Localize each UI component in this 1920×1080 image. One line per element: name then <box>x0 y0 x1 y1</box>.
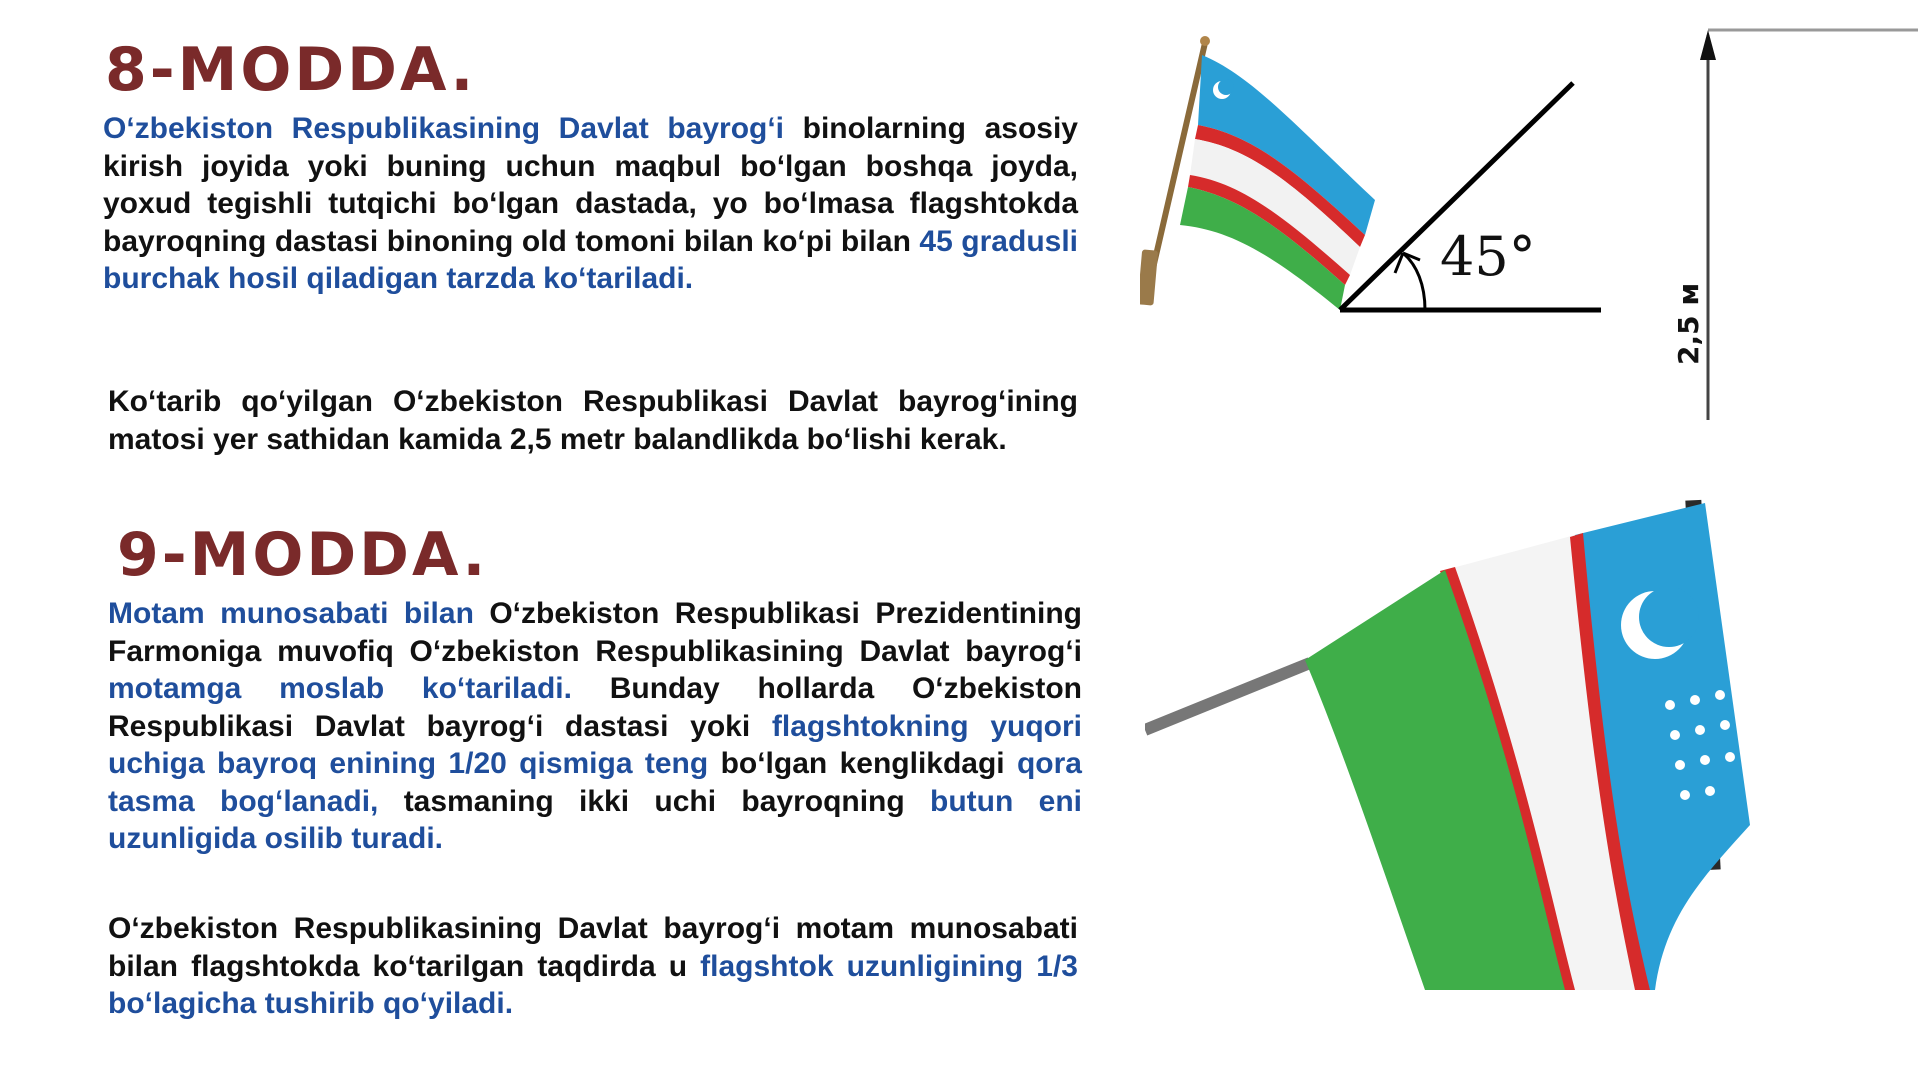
height-label: 2,5 м <box>1672 282 1705 365</box>
angle-label: 45° <box>1440 225 1536 288</box>
highlighted-text: O‘zbekiston Respublikasining Davlat bayrog‘i <box>103 112 785 145</box>
article-9-title: 9-MODDA. <box>117 520 489 590</box>
highlighted-text: qora tasma bog‘lanadi, <box>108 747 1082 818</box>
body-text: binolarning asosiy kirish joyida yoki buning uchun maqbul bo‘lgan boshqa joyda, yoxud tegishli tutqichi bo‘lgan dastada, yo bo‘lmasa flagshtokda bayroqning dastasi binoning old tomoni bilan ko‘pi bilan <box>103 112 1078 258</box>
highlighted-text: motamga moslab ko‘tariladi. <box>108 672 572 705</box>
body-text: O‘zbekiston Respublikasining Davlat bayrog‘i motam munosabati bilan flagshtokda ko‘tarilgan taqdirda u <box>108 912 1078 983</box>
waving-flag-image <box>1145 495 1780 995</box>
angle-45-diagram <box>1325 75 1610 325</box>
article-9-paragraph-2 <box>108 910 1078 1023</box>
highlighted-text: flagshtokning yuqori uchiga bayroq enining 1/20 qismiga teng <box>108 709 1082 780</box>
article-8-title: 8-MODDA. <box>105 35 477 105</box>
article-8-paragraph-2 <box>108 383 1078 458</box>
article-9-paragraph-1 <box>108 595 1082 858</box>
body-text: Bunday hollarda O‘zbekiston Respublikasi Davlat bayrog‘i dastasi yoki <box>108 672 1082 743</box>
body-text: O‘zbekiston Respublikasi Prezidentining Farmoniga muvofiq O‘zbekiston Respublikasining Davlat bayrog‘i <box>108 597 1082 668</box>
body-text: Ko‘tarib qo‘yilgan O‘zbekiston Respublikasi Davlat bayrog‘ining matosi yer sathidan kamida 2,5 metr balandlikda bo‘lishi kerak. <box>108 385 1078 456</box>
body-text: tasmaning ikki uchi bayroqning <box>378 784 931 818</box>
height-indicator <box>1660 20 1920 420</box>
article-8-paragraph-1 <box>103 110 1078 298</box>
highlighted-text: butun eni uzunligida osilib turadi. <box>108 784 1082 855</box>
highlighted-text: Motam munosabati bilan <box>108 597 474 630</box>
highlighted-text: 45 gradusli burchak hosil qiladigan tarzda ko‘tariladi. <box>103 224 1078 295</box>
highlighted-text: flagshtok uzunligining 1/3 bo‘lagicha tushirib qo‘yiladi. <box>108 949 1078 1020</box>
body-text: bo‘lgan kenglikdagi <box>708 747 1017 780</box>
